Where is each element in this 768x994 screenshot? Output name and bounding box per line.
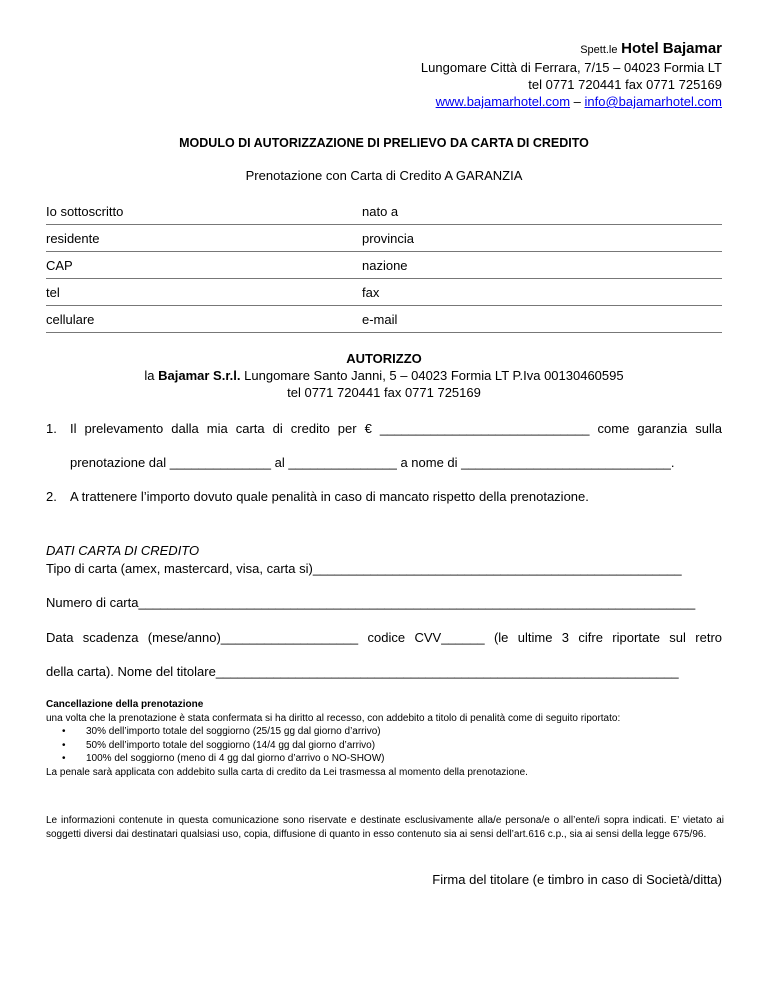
card-data-heading: DATI CARTA DI CREDITO [46,543,200,558]
card-holder-line [46,664,722,679]
bullet: • [62,739,66,751]
cancellation-block [46,698,724,779]
hotel-name: Hotel Bajamar [621,40,722,57]
card-number-line [46,595,722,610]
bullet: • [62,753,66,764]
field-label: cellulare [46,306,362,333]
item-text: come garanzia sulla [597,421,722,436]
contact-separator: – [573,94,581,109]
authorization-block [0,350,768,401]
table-row [46,279,722,306]
privacy-text: Le informazioni contenute in questa comunicazione sono riservate e destinate esclusivamente alla/e persona/e o all’ente/i sopra indicati. E’ vietato ai soggetti diversi dai destinatari qualsiasi uso, copia, diffusione di quanto in esso contenuto sia ai sensi dell’art.616 c.p., sia ai sensi della legge 675/96. [46,815,724,840]
table-row [46,225,722,252]
field-label: CAP [46,252,362,279]
list-item [46,739,724,753]
penalty-text: 30% dell’importo totale del soggiorno (25/15 gg dal giorno d’arrivo) [86,726,381,737]
form-subtitle: Prenotazione con Carta di Credito A GARANZIA [245,168,523,183]
hotel-contacts [421,93,722,110]
hotel-address: Lungomare Città di Ferrara, 7/15 – 04023 Formia LT [420,60,722,75]
penalty-text: 50% dell’importo totale del soggiorno (14/4 gg dal giorno d’arrivo) [86,739,376,751]
field-label: residente [46,225,362,252]
date-from-blank[interactable]: ______________ [169,455,271,470]
item-text: Il prelevamento dalla mia carta di credito per € [70,421,372,436]
item-1-line-1 [70,421,722,436]
field-label: e-mail [362,306,722,333]
amount-blank[interactable]: _____________________________ [379,421,590,436]
card-number-label: Numero di carta [46,595,139,610]
card-expiry-line [46,630,722,645]
holder-label: Nome del titolare [117,664,216,679]
holder-prefix: della carta). [46,664,114,679]
field-label: nazione [362,252,722,279]
signature-label: Firma del titolare (e timbro in caso di Società/ditta) [432,872,722,887]
company-address: Lungomare Santo Janni, 5 – 04023 Formia LT P.Iva 00130460595 [244,368,624,383]
item-text: al [274,455,285,470]
field-label: nato a [362,198,722,225]
item-text: a nome di [400,455,458,470]
bullet: • [62,726,66,737]
website-link[interactable]: www.bajamarhotel.com [435,94,571,109]
privacy-notice [46,814,724,841]
personal-data-table [46,198,722,333]
company-line [0,367,768,384]
item-number: 2. [46,489,57,504]
item-text: A trattenere l’importo dovuto quale penalità in caso di mancato rispetto della prenotazione. [70,489,589,504]
expiry-blank[interactable]: ___________________ [220,630,359,645]
field-label: tel [46,279,362,306]
item-text: prenotazione dal [70,455,167,470]
card-type-line [46,561,722,576]
email-link[interactable]: info@bajamarhotel.com [584,94,722,109]
penalty-list [46,725,724,766]
item-number: 1. [46,421,57,436]
company-prefix: la [144,368,155,383]
list-item [46,725,724,739]
card-number-blank[interactable]: _____________________________________________________________________________ [138,595,696,610]
card-type-label: Tipo di carta (amex, mastercard, visa, carta si) [46,561,313,576]
cancellation-outro: La penale sarà applicata con addebito sulla carta di credito da Lei trasmessa al momento della prenotazione. [46,766,528,778]
form-title: MODULO DI AUTORIZZAZIONE DI PRELIEVO DA CARTA DI CREDITO [179,136,589,150]
item-text: . [670,455,675,470]
holder-blank[interactable]: ________________________________________________________________ [215,664,679,679]
cvv-blank[interactable]: ______ [441,630,485,645]
company-name: Bajamar S.r.l. [158,368,241,383]
card-type-blank[interactable]: ___________________________________________________ [312,561,682,576]
table-row [46,198,722,225]
expiry-label: Data scadenza (mese/anno) [46,630,221,645]
penalty-text: 100% del soggiorno (meno di 4 gg dal giorno d’arrivo o NO-SHOW) [86,753,385,764]
authorization-item-1 [46,421,722,470]
hotel-header [421,40,722,110]
hotel-phone: tel 0771 720441 fax 0771 725169 [528,77,722,92]
field-label: Io sottoscritto [46,198,362,225]
cancellation-intro: una volta che la prenotazione è stata confermata si ha diritto al recesso, con addebito a titolo di penalità come di seguito riportato: [46,712,621,724]
field-label: fax [362,279,722,306]
list-item [46,752,724,766]
cancellation-heading: Cancellazione della prenotazione [46,699,204,710]
company-phone: tel 0771 720441 fax 0771 725169 [287,385,481,400]
recipient-line [421,40,722,59]
date-to-blank[interactable]: _______________ [288,455,397,470]
spett-label: Spett.le [580,44,618,56]
cvv-label: codice CVV [367,630,442,645]
cvv-note: (le ultime 3 cifre riportate sul retro [493,630,723,645]
field-label: provincia [362,225,722,252]
authorization-heading: AUTORIZZO [346,351,422,366]
table-row [46,306,722,333]
name-blank[interactable]: _____________________________ [461,455,671,470]
item-1-line-2 [70,455,722,470]
table-row [46,252,722,279]
